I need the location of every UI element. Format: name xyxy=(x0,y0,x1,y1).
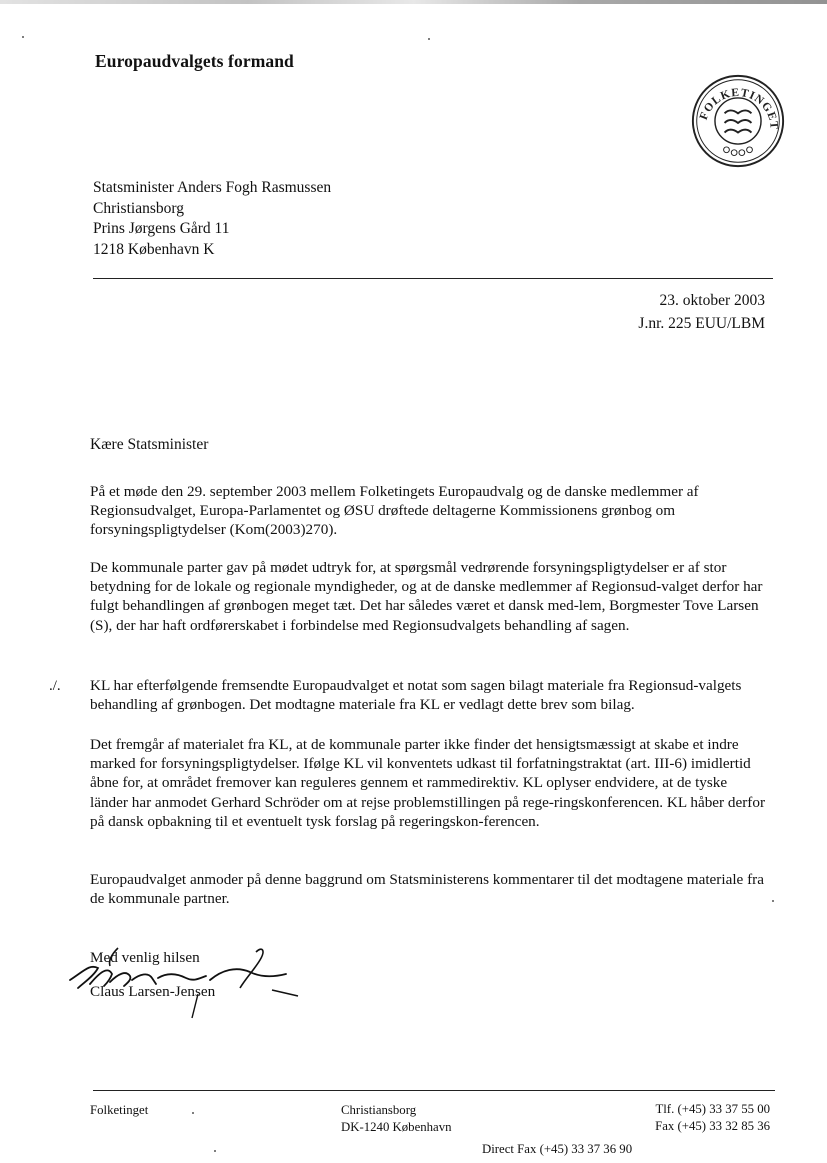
footer-address-line: DK-1240 København xyxy=(341,1120,452,1134)
salutation: Kære Statsminister xyxy=(90,436,209,453)
body-paragraph: KL har efterfølgende fremsendte Europaudvalget et notat som sagen bilagt materiale fra Regionsud-valgets behandling af grønbogen. Det modtagne materiale fra KL er vedlagt dette brev som bilag. xyxy=(90,677,742,714)
footer-phone: Tlf. (+45) 33 37 55 00 xyxy=(655,1102,770,1116)
closing-greeting: Med venlig hilsen xyxy=(90,949,200,966)
footer-organisation: Folketinget xyxy=(90,1103,149,1117)
recipient-line: Prins Jørgens Gård 11 xyxy=(93,220,230,237)
recipient-line: Christiansborg xyxy=(93,199,184,217)
recipient-address xyxy=(93,178,331,260)
recipient-line: Statsminister Anders Fogh Rasmussen xyxy=(93,179,332,196)
seal-text: FOLKETINGET xyxy=(697,86,780,131)
date-block xyxy=(638,289,765,335)
scan-speck xyxy=(22,36,24,38)
footer-fax: Fax (+45) 33 32 85 36 xyxy=(655,1119,770,1133)
body-paragraph: De kommunale parter gav på mødet udtryk for, at spørgsmål vedrørende forsyningspligtydelser er af stor betydning for de lokale og regionale myndigheder, og at de danske medlemmer af Regionsud-valget derfor har fulgt behandlingen af grønbogen meget tæt. Det har således været et dansk med-lem, Borgmester Tove Larsen (S), der har haft ordførerskabet i forbindelse med Regionsudvalgets behandling af sagen. xyxy=(90,559,763,634)
scan-speck xyxy=(772,900,774,902)
scan-edge xyxy=(0,0,827,4)
body-paragraph: Det fremgår af materialet fra KL, at de kommunale parter ikke finder det hensigtsmæssigt at skabe et indre marked for forsyningspligtydelser. Ifølge KL vil konventets udkast til forfatningstraktat (art. III-6) imidlertid åbne for, at området fremover kan reguleres gennem et rammedirektiv. KL oplyser endvidere, at de tyske länder har anmodet Gerhard Schröder om at rejse problemstillingen på rege-ringskonferencen. KL håber derfor på dansk opbakning til et eventuelt tysk forslag på regeringskon-ferencen. xyxy=(90,736,766,830)
body-paragraph: Europaudvalget anmoder på denne baggrund om Statsministerens kommentarer til det modtagene materiale fra de kommunale partner. xyxy=(90,871,764,908)
handwritten-signature xyxy=(60,944,310,1020)
footer-address-line: Christiansborg xyxy=(341,1103,417,1117)
header-divider xyxy=(93,278,773,279)
footer-address xyxy=(341,1102,452,1136)
footer-contact xyxy=(655,1101,770,1135)
scan-speck xyxy=(428,38,430,40)
recipient-line: 1218 København K xyxy=(93,240,215,258)
scan-speck xyxy=(214,1150,216,1152)
letterhead-title: Europaudvalgets formand xyxy=(95,51,294,71)
journal-number: J.nr. 225 EUU/LBM xyxy=(638,315,765,332)
letter-date: 23. oktober 2003 xyxy=(659,292,765,309)
scan-speck xyxy=(192,1112,194,1114)
svg-text:FOLKETINGET xyxy=(698,87,780,131)
body-paragraph: På et møde den 29. september 2003 mellem Folketingets Europaudvalg og de danske medlemmer af Regionsudvalget, Europa-Parlamentet og ØSU drøftede deltagerne Kommissionens grønbog om forsyningspligtydelser (Kom(2003)270). xyxy=(90,483,699,539)
footer-divider xyxy=(93,1090,775,1091)
signer-name: Claus Larsen-Jensen xyxy=(90,983,216,1000)
folketinget-seal-icon xyxy=(690,73,786,169)
enclosure-mark: ./. xyxy=(49,678,61,694)
footer-direct-fax: Direct Fax (+45) 33 37 36 90 xyxy=(482,1142,633,1156)
